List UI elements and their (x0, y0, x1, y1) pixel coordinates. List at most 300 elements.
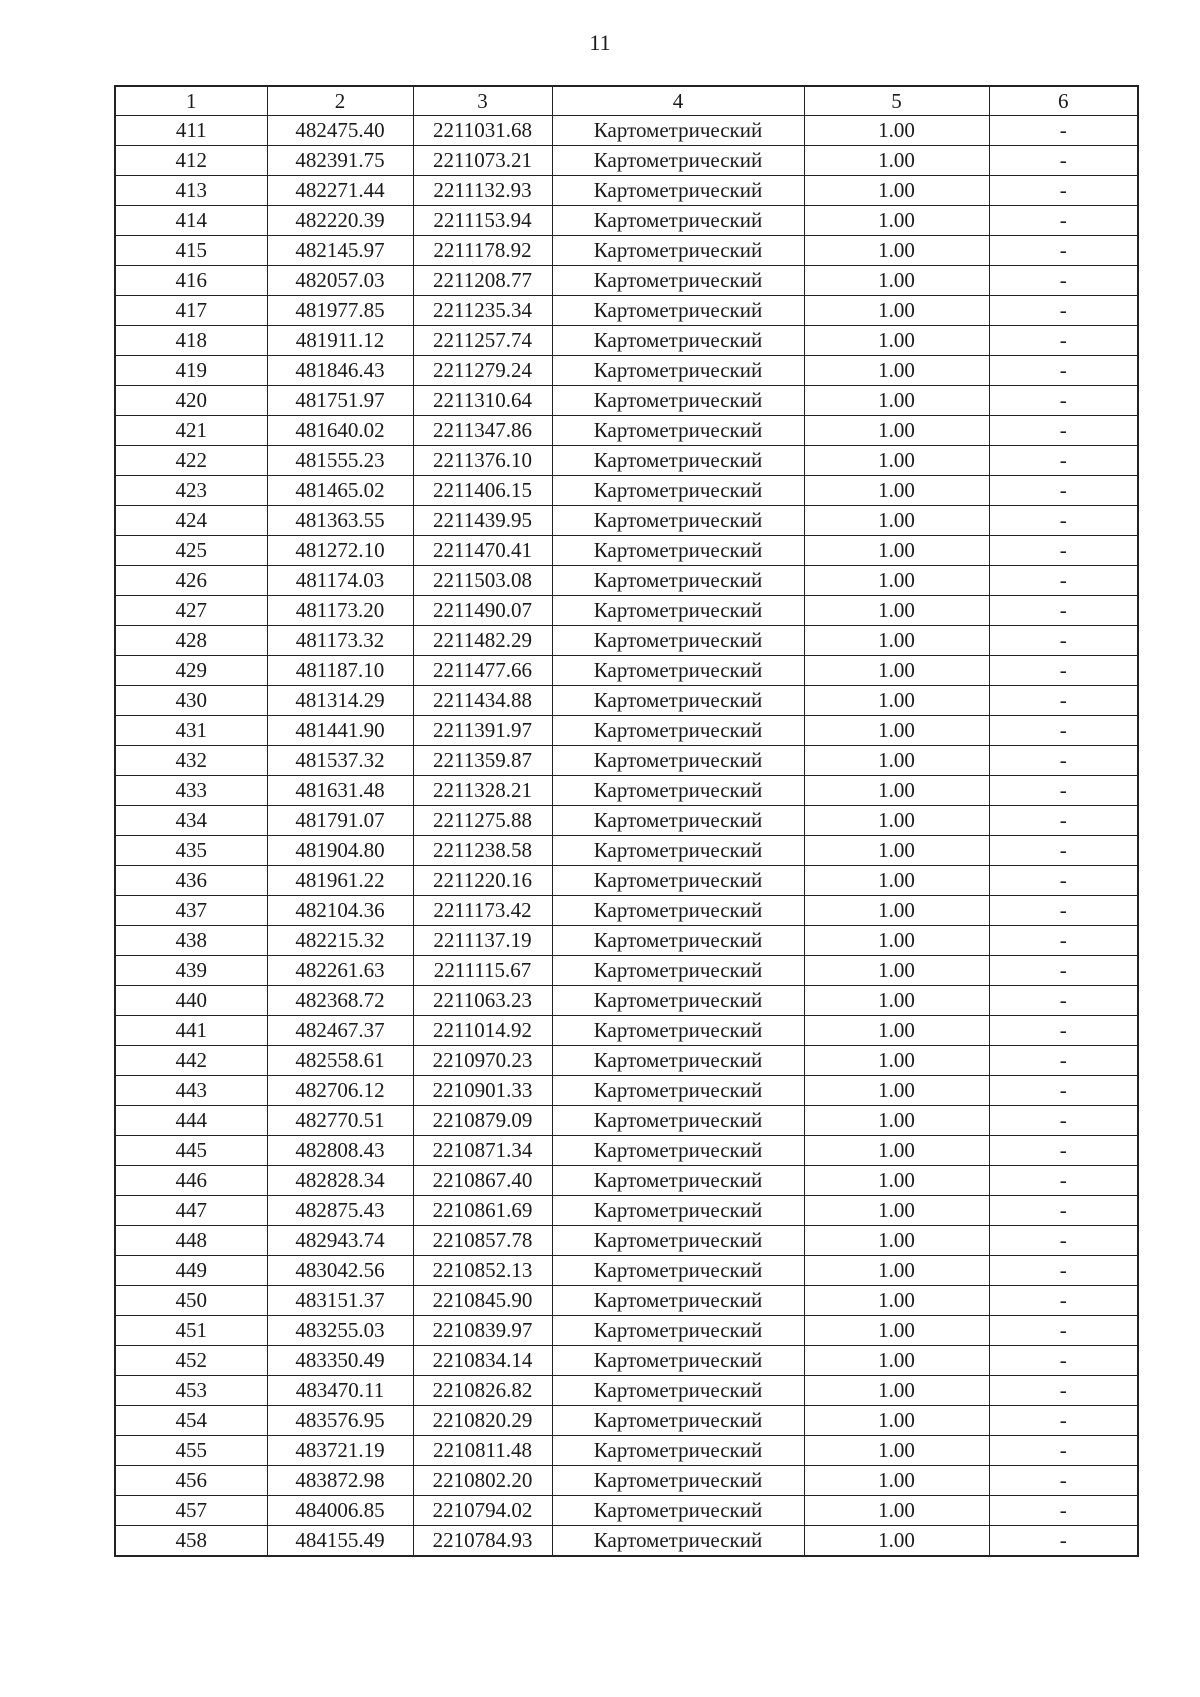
accuracy-cell: 1.00 (804, 506, 989, 536)
x-coordinate-cell: 482271.44 (267, 176, 413, 206)
table-row (115, 326, 1138, 356)
point-number-cell: 416 (115, 266, 267, 296)
accuracy-cell: 1.00 (804, 206, 989, 236)
table-row (115, 1436, 1138, 1466)
description-cell: - (989, 686, 1138, 716)
y-coordinate-cell: 2211073.21 (413, 146, 552, 176)
table-row (115, 1376, 1138, 1406)
table-row (115, 1256, 1138, 1286)
x-coordinate-cell: 483255.03 (267, 1316, 413, 1346)
accuracy-cell: 1.00 (804, 176, 989, 206)
x-coordinate-cell: 481441.90 (267, 716, 413, 746)
description-cell: - (989, 1076, 1138, 1106)
y-coordinate-cell: 2211406.15 (413, 476, 552, 506)
accuracy-cell: 1.00 (804, 1286, 989, 1316)
x-coordinate-cell: 482215.32 (267, 926, 413, 956)
x-coordinate-cell: 482368.72 (267, 986, 413, 1016)
y-coordinate-cell: 2211031.68 (413, 116, 552, 146)
x-coordinate-cell: 482943.74 (267, 1226, 413, 1256)
y-coordinate-cell: 2210901.33 (413, 1076, 552, 1106)
x-coordinate-cell: 481751.97 (267, 386, 413, 416)
x-coordinate-cell: 481904.80 (267, 836, 413, 866)
y-coordinate-cell: 2211238.58 (413, 836, 552, 866)
y-coordinate-cell: 2211470.41 (413, 536, 552, 566)
y-coordinate-cell: 2210852.13 (413, 1256, 552, 1286)
point-number-cell: 412 (115, 146, 267, 176)
method-cell: Картометрический (552, 1226, 804, 1256)
description-cell: - (989, 1346, 1138, 1376)
description-cell: - (989, 566, 1138, 596)
point-number-cell: 435 (115, 836, 267, 866)
table-row (115, 1526, 1138, 1557)
table-row (115, 896, 1138, 926)
method-cell: Картометрический (552, 146, 804, 176)
y-coordinate-cell: 2211137.19 (413, 926, 552, 956)
y-coordinate-cell: 2211279.24 (413, 356, 552, 386)
accuracy-cell: 1.00 (804, 956, 989, 986)
table-row (115, 176, 1138, 206)
description-cell: - (989, 926, 1138, 956)
y-coordinate-cell: 2211477.66 (413, 656, 552, 686)
method-cell: Картометрический (552, 686, 804, 716)
accuracy-cell: 1.00 (804, 926, 989, 956)
accuracy-cell: 1.00 (804, 1496, 989, 1526)
method-cell: Картометрический (552, 956, 804, 986)
header-col-6: 6 (989, 86, 1138, 116)
description-cell: - (989, 1106, 1138, 1136)
table-row (115, 146, 1138, 176)
x-coordinate-cell: 483151.37 (267, 1286, 413, 1316)
description-cell: - (989, 716, 1138, 746)
table-row (115, 1016, 1138, 1046)
method-cell: Картометрический (552, 176, 804, 206)
y-coordinate-cell: 2210871.34 (413, 1136, 552, 1166)
table-row (115, 386, 1138, 416)
header-col-4: 4 (552, 86, 804, 116)
description-cell: - (989, 1496, 1138, 1526)
table-row (115, 1106, 1138, 1136)
x-coordinate-cell: 481173.32 (267, 626, 413, 656)
y-coordinate-cell: 2211376.10 (413, 446, 552, 476)
accuracy-cell: 1.00 (804, 1376, 989, 1406)
method-cell: Картометрический (552, 116, 804, 146)
description-cell: - (989, 386, 1138, 416)
accuracy-cell: 1.00 (804, 1106, 989, 1136)
y-coordinate-cell: 2210879.09 (413, 1106, 552, 1136)
table-row (115, 746, 1138, 776)
y-coordinate-cell: 2210784.93 (413, 1526, 552, 1557)
point-number-cell: 443 (115, 1076, 267, 1106)
y-coordinate-cell: 2211063.23 (413, 986, 552, 1016)
y-coordinate-cell: 2211439.95 (413, 506, 552, 536)
method-cell: Картометрический (552, 776, 804, 806)
description-cell: - (989, 266, 1138, 296)
accuracy-cell: 1.00 (804, 1076, 989, 1106)
point-number-cell: 457 (115, 1496, 267, 1526)
description-cell: - (989, 836, 1138, 866)
x-coordinate-cell: 483576.95 (267, 1406, 413, 1436)
point-number-cell: 434 (115, 806, 267, 836)
accuracy-cell: 1.00 (804, 716, 989, 746)
accuracy-cell: 1.00 (804, 1466, 989, 1496)
x-coordinate-cell: 481555.23 (267, 446, 413, 476)
x-coordinate-cell: 481911.12 (267, 326, 413, 356)
method-cell: Картометрический (552, 566, 804, 596)
point-number-cell: 426 (115, 566, 267, 596)
x-coordinate-cell: 481173.20 (267, 596, 413, 626)
accuracy-cell: 1.00 (804, 536, 989, 566)
y-coordinate-cell: 2211235.34 (413, 296, 552, 326)
point-number-cell: 440 (115, 986, 267, 1016)
y-coordinate-cell: 2211173.42 (413, 896, 552, 926)
point-number-cell: 458 (115, 1526, 267, 1557)
point-number-cell: 439 (115, 956, 267, 986)
point-number-cell: 423 (115, 476, 267, 506)
description-cell: - (989, 146, 1138, 176)
method-cell: Картометрический (552, 506, 804, 536)
accuracy-cell: 1.00 (804, 476, 989, 506)
table-row (115, 266, 1138, 296)
x-coordinate-cell: 481272.10 (267, 536, 413, 566)
point-number-cell: 446 (115, 1166, 267, 1196)
method-cell: Картометрический (552, 446, 804, 476)
y-coordinate-cell: 2211391.97 (413, 716, 552, 746)
x-coordinate-cell: 482475.40 (267, 116, 413, 146)
accuracy-cell: 1.00 (804, 1226, 989, 1256)
point-number-cell: 454 (115, 1406, 267, 1436)
method-cell: Картометрический (552, 656, 804, 686)
method-cell: Картометрический (552, 1196, 804, 1226)
description-cell: - (989, 896, 1138, 926)
accuracy-cell: 1.00 (804, 1316, 989, 1346)
table-row (115, 1346, 1138, 1376)
table-row (115, 1136, 1138, 1166)
y-coordinate-cell: 2211434.88 (413, 686, 552, 716)
header-col-5: 5 (804, 86, 989, 116)
method-cell: Картометрический (552, 896, 804, 926)
x-coordinate-cell: 482770.51 (267, 1106, 413, 1136)
x-coordinate-cell: 482145.97 (267, 236, 413, 266)
y-coordinate-cell: 2211275.88 (413, 806, 552, 836)
point-number-cell: 427 (115, 596, 267, 626)
x-coordinate-cell: 481791.07 (267, 806, 413, 836)
table-row (115, 776, 1138, 806)
table-row (115, 1286, 1138, 1316)
accuracy-cell: 1.00 (804, 1256, 989, 1286)
table-row (115, 1196, 1138, 1226)
point-number-cell: 422 (115, 446, 267, 476)
description-cell: - (989, 776, 1138, 806)
accuracy-cell: 1.00 (804, 686, 989, 716)
table-row (115, 1166, 1138, 1196)
description-cell: - (989, 116, 1138, 146)
x-coordinate-cell: 481174.03 (267, 566, 413, 596)
x-coordinate-cell: 481314.29 (267, 686, 413, 716)
table-row (115, 1226, 1138, 1256)
x-coordinate-cell: 481977.85 (267, 296, 413, 326)
accuracy-cell: 1.00 (804, 446, 989, 476)
table-row (115, 596, 1138, 626)
point-number-cell: 417 (115, 296, 267, 326)
x-coordinate-cell: 483350.49 (267, 1346, 413, 1376)
coordinates-table (114, 85, 1139, 1557)
accuracy-cell: 1.00 (804, 1406, 989, 1436)
x-coordinate-cell: 481187.10 (267, 656, 413, 686)
description-cell: - (989, 596, 1138, 626)
method-cell: Картометрический (552, 836, 804, 866)
table-row (115, 1496, 1138, 1526)
description-cell: - (989, 656, 1138, 686)
method-cell: Картометрический (552, 356, 804, 386)
accuracy-cell: 1.00 (804, 746, 989, 776)
method-cell: Картометрический (552, 1286, 804, 1316)
method-cell: Картометрический (552, 1076, 804, 1106)
table-row (115, 1316, 1138, 1346)
description-cell: - (989, 1016, 1138, 1046)
point-number-cell: 436 (115, 866, 267, 896)
x-coordinate-cell: 482467.37 (267, 1016, 413, 1046)
point-number-cell: 415 (115, 236, 267, 266)
accuracy-cell: 1.00 (804, 386, 989, 416)
y-coordinate-cell: 2211490.07 (413, 596, 552, 626)
table-header (115, 86, 1138, 116)
table-row (115, 296, 1138, 326)
description-cell: - (989, 626, 1138, 656)
accuracy-cell: 1.00 (804, 146, 989, 176)
y-coordinate-cell: 2211328.21 (413, 776, 552, 806)
x-coordinate-cell: 482828.34 (267, 1166, 413, 1196)
table-row (115, 1076, 1138, 1106)
header-col-2: 2 (267, 86, 413, 116)
method-cell: Картометрический (552, 1436, 804, 1466)
method-cell: Картометрический (552, 866, 804, 896)
x-coordinate-cell: 481363.55 (267, 506, 413, 536)
description-cell: - (989, 446, 1138, 476)
method-cell: Картометрический (552, 596, 804, 626)
table-row (115, 356, 1138, 386)
method-cell: Картометрический (552, 806, 804, 836)
method-cell: Картометрический (552, 326, 804, 356)
accuracy-cell: 1.00 (804, 356, 989, 386)
x-coordinate-cell: 482391.75 (267, 146, 413, 176)
point-number-cell: 451 (115, 1316, 267, 1346)
table-row (115, 416, 1138, 446)
point-number-cell: 449 (115, 1256, 267, 1286)
method-cell: Картометрический (552, 1166, 804, 1196)
method-cell: Картометрический (552, 716, 804, 746)
description-cell: - (989, 1436, 1138, 1466)
x-coordinate-cell: 483721.19 (267, 1436, 413, 1466)
accuracy-cell: 1.00 (804, 416, 989, 446)
description-cell: - (989, 416, 1138, 446)
method-cell: Картометрический (552, 1106, 804, 1136)
description-cell: - (989, 956, 1138, 986)
point-number-cell: 456 (115, 1466, 267, 1496)
point-number-cell: 452 (115, 1346, 267, 1376)
description-cell: - (989, 296, 1138, 326)
table-row (115, 686, 1138, 716)
y-coordinate-cell: 2210839.97 (413, 1316, 552, 1346)
description-cell: - (989, 986, 1138, 1016)
x-coordinate-cell: 482261.63 (267, 956, 413, 986)
point-number-cell: 424 (115, 506, 267, 536)
header-row (115, 86, 1138, 116)
point-number-cell: 411 (115, 116, 267, 146)
point-number-cell: 453 (115, 1376, 267, 1406)
point-number-cell: 421 (115, 416, 267, 446)
table-row (115, 566, 1138, 596)
accuracy-cell: 1.00 (804, 1436, 989, 1466)
table-row (115, 446, 1138, 476)
method-cell: Картометрический (552, 386, 804, 416)
accuracy-cell: 1.00 (804, 1136, 989, 1166)
y-coordinate-cell: 2211347.86 (413, 416, 552, 446)
description-cell: - (989, 866, 1138, 896)
y-coordinate-cell: 2211153.94 (413, 206, 552, 236)
x-coordinate-cell: 481961.22 (267, 866, 413, 896)
point-number-cell: 431 (115, 716, 267, 746)
description-cell: - (989, 1256, 1138, 1286)
method-cell: Картометрический (552, 236, 804, 266)
y-coordinate-cell: 2211014.92 (413, 1016, 552, 1046)
y-coordinate-cell: 2210802.20 (413, 1466, 552, 1496)
method-cell: Картометрический (552, 1466, 804, 1496)
y-coordinate-cell: 2210845.90 (413, 1286, 552, 1316)
description-cell: - (989, 356, 1138, 386)
y-coordinate-cell: 2211257.74 (413, 326, 552, 356)
point-number-cell: 450 (115, 1286, 267, 1316)
x-coordinate-cell: 484006.85 (267, 1496, 413, 1526)
header-col-1: 1 (115, 86, 267, 116)
description-cell: - (989, 326, 1138, 356)
description-cell: - (989, 1196, 1138, 1226)
accuracy-cell: 1.00 (804, 806, 989, 836)
point-number-cell: 414 (115, 206, 267, 236)
accuracy-cell: 1.00 (804, 986, 989, 1016)
description-cell: - (989, 746, 1138, 776)
method-cell: Картометрический (552, 266, 804, 296)
description-cell: - (989, 506, 1138, 536)
point-number-cell: 444 (115, 1106, 267, 1136)
description-cell: - (989, 206, 1138, 236)
method-cell: Картометрический (552, 626, 804, 656)
description-cell: - (989, 806, 1138, 836)
x-coordinate-cell: 481640.02 (267, 416, 413, 446)
y-coordinate-cell: 2211482.29 (413, 626, 552, 656)
method-cell: Картометрический (552, 1526, 804, 1557)
table-row (115, 836, 1138, 866)
description-cell: - (989, 176, 1138, 206)
description-cell: - (989, 1226, 1138, 1256)
y-coordinate-cell: 2211115.67 (413, 956, 552, 986)
header-col-3: 3 (413, 86, 552, 116)
table-row (115, 1466, 1138, 1496)
x-coordinate-cell: 482057.03 (267, 266, 413, 296)
accuracy-cell: 1.00 (804, 1016, 989, 1046)
x-coordinate-cell: 482706.12 (267, 1076, 413, 1106)
y-coordinate-cell: 2211359.87 (413, 746, 552, 776)
method-cell: Картометрический (552, 1376, 804, 1406)
description-cell: - (989, 1046, 1138, 1076)
y-coordinate-cell: 2210970.23 (413, 1046, 552, 1076)
description-cell: - (989, 1466, 1138, 1496)
x-coordinate-cell: 482220.39 (267, 206, 413, 236)
table-row (115, 1046, 1138, 1076)
accuracy-cell: 1.00 (804, 626, 989, 656)
table-row (115, 656, 1138, 686)
x-coordinate-cell: 483042.56 (267, 1256, 413, 1286)
x-coordinate-cell: 483470.11 (267, 1376, 413, 1406)
y-coordinate-cell: 2210820.29 (413, 1406, 552, 1436)
table-row (115, 716, 1138, 746)
point-number-cell: 433 (115, 776, 267, 806)
table-row (115, 506, 1138, 536)
x-coordinate-cell: 481537.32 (267, 746, 413, 776)
accuracy-cell: 1.00 (804, 296, 989, 326)
table-row (115, 866, 1138, 896)
accuracy-cell: 1.00 (804, 836, 989, 866)
x-coordinate-cell: 484155.49 (267, 1526, 413, 1557)
point-number-cell: 441 (115, 1016, 267, 1046)
accuracy-cell: 1.00 (804, 236, 989, 266)
x-coordinate-cell: 482808.43 (267, 1136, 413, 1166)
accuracy-cell: 1.00 (804, 566, 989, 596)
point-number-cell: 455 (115, 1436, 267, 1466)
point-number-cell: 418 (115, 326, 267, 356)
y-coordinate-cell: 2210834.14 (413, 1346, 552, 1376)
accuracy-cell: 1.00 (804, 1526, 989, 1557)
y-coordinate-cell: 2211132.93 (413, 176, 552, 206)
method-cell: Картометрический (552, 476, 804, 506)
point-number-cell: 447 (115, 1196, 267, 1226)
accuracy-cell: 1.00 (804, 596, 989, 626)
accuracy-cell: 1.00 (804, 656, 989, 686)
description-cell: - (989, 1406, 1138, 1436)
point-number-cell: 428 (115, 626, 267, 656)
table-row (115, 476, 1138, 506)
x-coordinate-cell: 481846.43 (267, 356, 413, 386)
point-number-cell: 420 (115, 386, 267, 416)
point-number-cell: 419 (115, 356, 267, 386)
x-coordinate-cell: 483872.98 (267, 1466, 413, 1496)
x-coordinate-cell: 482104.36 (267, 896, 413, 926)
description-cell: - (989, 1376, 1138, 1406)
point-number-cell: 413 (115, 176, 267, 206)
accuracy-cell: 1.00 (804, 1166, 989, 1196)
point-number-cell: 429 (115, 656, 267, 686)
description-cell: - (989, 1526, 1138, 1557)
accuracy-cell: 1.00 (804, 326, 989, 356)
method-cell: Картометрический (552, 1046, 804, 1076)
description-cell: - (989, 236, 1138, 266)
method-cell: Картометрический (552, 1256, 804, 1286)
table-body (115, 116, 1138, 1557)
point-number-cell: 445 (115, 1136, 267, 1166)
table-row (115, 116, 1138, 146)
method-cell: Картометрический (552, 1136, 804, 1166)
accuracy-cell: 1.00 (804, 866, 989, 896)
description-cell: - (989, 476, 1138, 506)
y-coordinate-cell: 2210867.40 (413, 1166, 552, 1196)
x-coordinate-cell: 481631.48 (267, 776, 413, 806)
method-cell: Картометрический (552, 1406, 804, 1436)
table-row (115, 806, 1138, 836)
point-number-cell: 448 (115, 1226, 267, 1256)
table-row (115, 986, 1138, 1016)
y-coordinate-cell: 2210861.69 (413, 1196, 552, 1226)
x-coordinate-cell: 482875.43 (267, 1196, 413, 1226)
method-cell: Картометрический (552, 206, 804, 236)
